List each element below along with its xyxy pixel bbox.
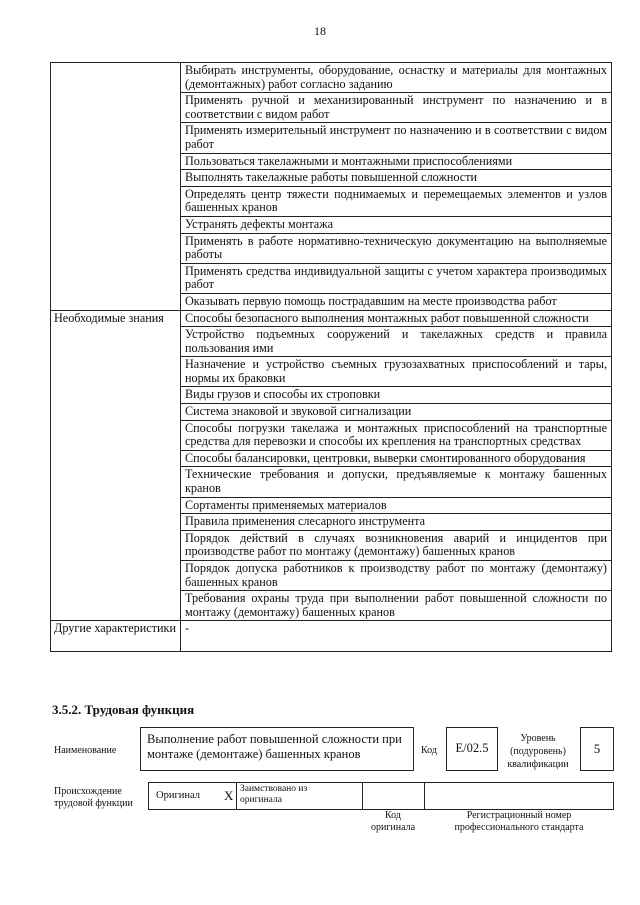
code-value: E/02.5: [455, 741, 489, 755]
skills-label-cell: [51, 63, 181, 311]
knowledge-row: [51, 310, 612, 327]
skill-row: [51, 63, 612, 93]
skill-row-text: Устранять дефекты монтажа: [181, 216, 612, 233]
other-row: [51, 621, 612, 652]
page-number: 18: [314, 24, 326, 38]
origin-row: [148, 782, 614, 810]
skill-row-text: Применять средства индивидуальной защиты с учетом характера производимых работ: [181, 263, 612, 293]
level-value: 5: [593, 741, 601, 756]
function-name-value: Выполнение работ повышенной сложности при монтаже (демонтаже) башенных кранов: [147, 732, 402, 761]
knowledge-row-text: Виды грузов и способы их строповки: [181, 387, 612, 404]
origin-original: Оригинал: [156, 790, 200, 801]
code-original-caption: Код оригинала: [370, 810, 416, 833]
origin-mark: X: [224, 788, 234, 803]
knowledge-row-text: Правила применения слесарного инструмента: [181, 514, 612, 531]
function-name-box: [140, 727, 414, 771]
skill-row-text: Оказывать первую помощь пострадавшим на месте производства работ: [181, 293, 612, 310]
knowledge-label-cell: Необходимые знания: [51, 310, 181, 621]
skill-row-text: Пользоваться такелажными и монтажными приспособлениями: [181, 153, 612, 170]
level-box: [580, 727, 614, 771]
other-value-cell: -: [181, 621, 612, 652]
skill-row-text: Определять центр тяжести поднимаемых и перемещаемых элементов и узлов башенных кранов: [181, 186, 612, 216]
knowledge-row-text: Назначение и устройство съемных грузозахватных приспособлений и тары, нормы их браковки: [181, 357, 612, 387]
skill-row-text: Применять в работе нормативно-техническую документацию на выполняемые работы: [181, 233, 612, 263]
code-box: [446, 727, 498, 771]
level-label: Уровень (подуровень) квалификации: [507, 733, 569, 770]
skill-row-text: Применять измерительный инструмент по назначению и в соответствии с видом работ: [181, 123, 612, 153]
knowledge-row-text: Способы погрузки такелажа и монтажных приспособлений на транспортные средства для перевозки и способы их крепления на транспортных средствах: [181, 420, 612, 450]
knowledge-row-text: Способы балансировки, центровки, выверки смонтированного оборудования: [181, 450, 612, 467]
other-label-cell: Другие характеристики: [51, 621, 181, 652]
skill-row-text: Применять ручной и механизированный инструмент по назначению и в соответствии с видом работ: [181, 93, 612, 123]
code-label: Код: [421, 745, 437, 756]
knowledge-row-text: Способы безопасного выполнения монтажных работ повышенной сложности: [181, 310, 612, 327]
skill-row-text: Выбирать инструменты, оборудование, оснастку и материалы для монтажных (демонтажных) работ согласно заданию: [181, 63, 612, 93]
section-title: 3.5.2. Трудовая функция: [52, 702, 195, 717]
origin-label: Происхождение трудовой функции: [54, 786, 133, 809]
reg-number-caption: Регистрационный номер профессионального стандарта: [454, 810, 584, 833]
origin-borrowed: Заимствовано из оригинала: [240, 784, 308, 805]
knowledge-row-text: Технические требования и допуски, предъявляемые к монтажу башенных кранов: [181, 467, 612, 497]
knowledge-row-text: Требования охраны труда при выполнении работ повышенной сложности по монтажу (демонтажу) башенных кранов: [181, 591, 612, 621]
knowledge-row-text: Сортаменты применяемых материалов: [181, 497, 612, 514]
knowledge-row-text: Порядок действий в случаях возникновения аварий и инцидентов при производстве работ по монтажу (демонтажу) башенных кранов: [181, 530, 612, 560]
name-label: Наименование: [54, 745, 117, 756]
skills-knowledge-table: [50, 62, 612, 652]
skill-row-text: Выполнять такелажные работы повышенной сложности: [181, 170, 612, 187]
knowledge-row-text: Порядок допуска работников к производству работ по монтажу (демонтажу) башенных кранов: [181, 561, 612, 591]
knowledge-row-text: Система знаковой и звуковой сигнализации: [181, 404, 612, 421]
knowledge-row-text: Устройство подъемных сооружений и такелажных средств и правила пользования ими: [181, 327, 612, 357]
